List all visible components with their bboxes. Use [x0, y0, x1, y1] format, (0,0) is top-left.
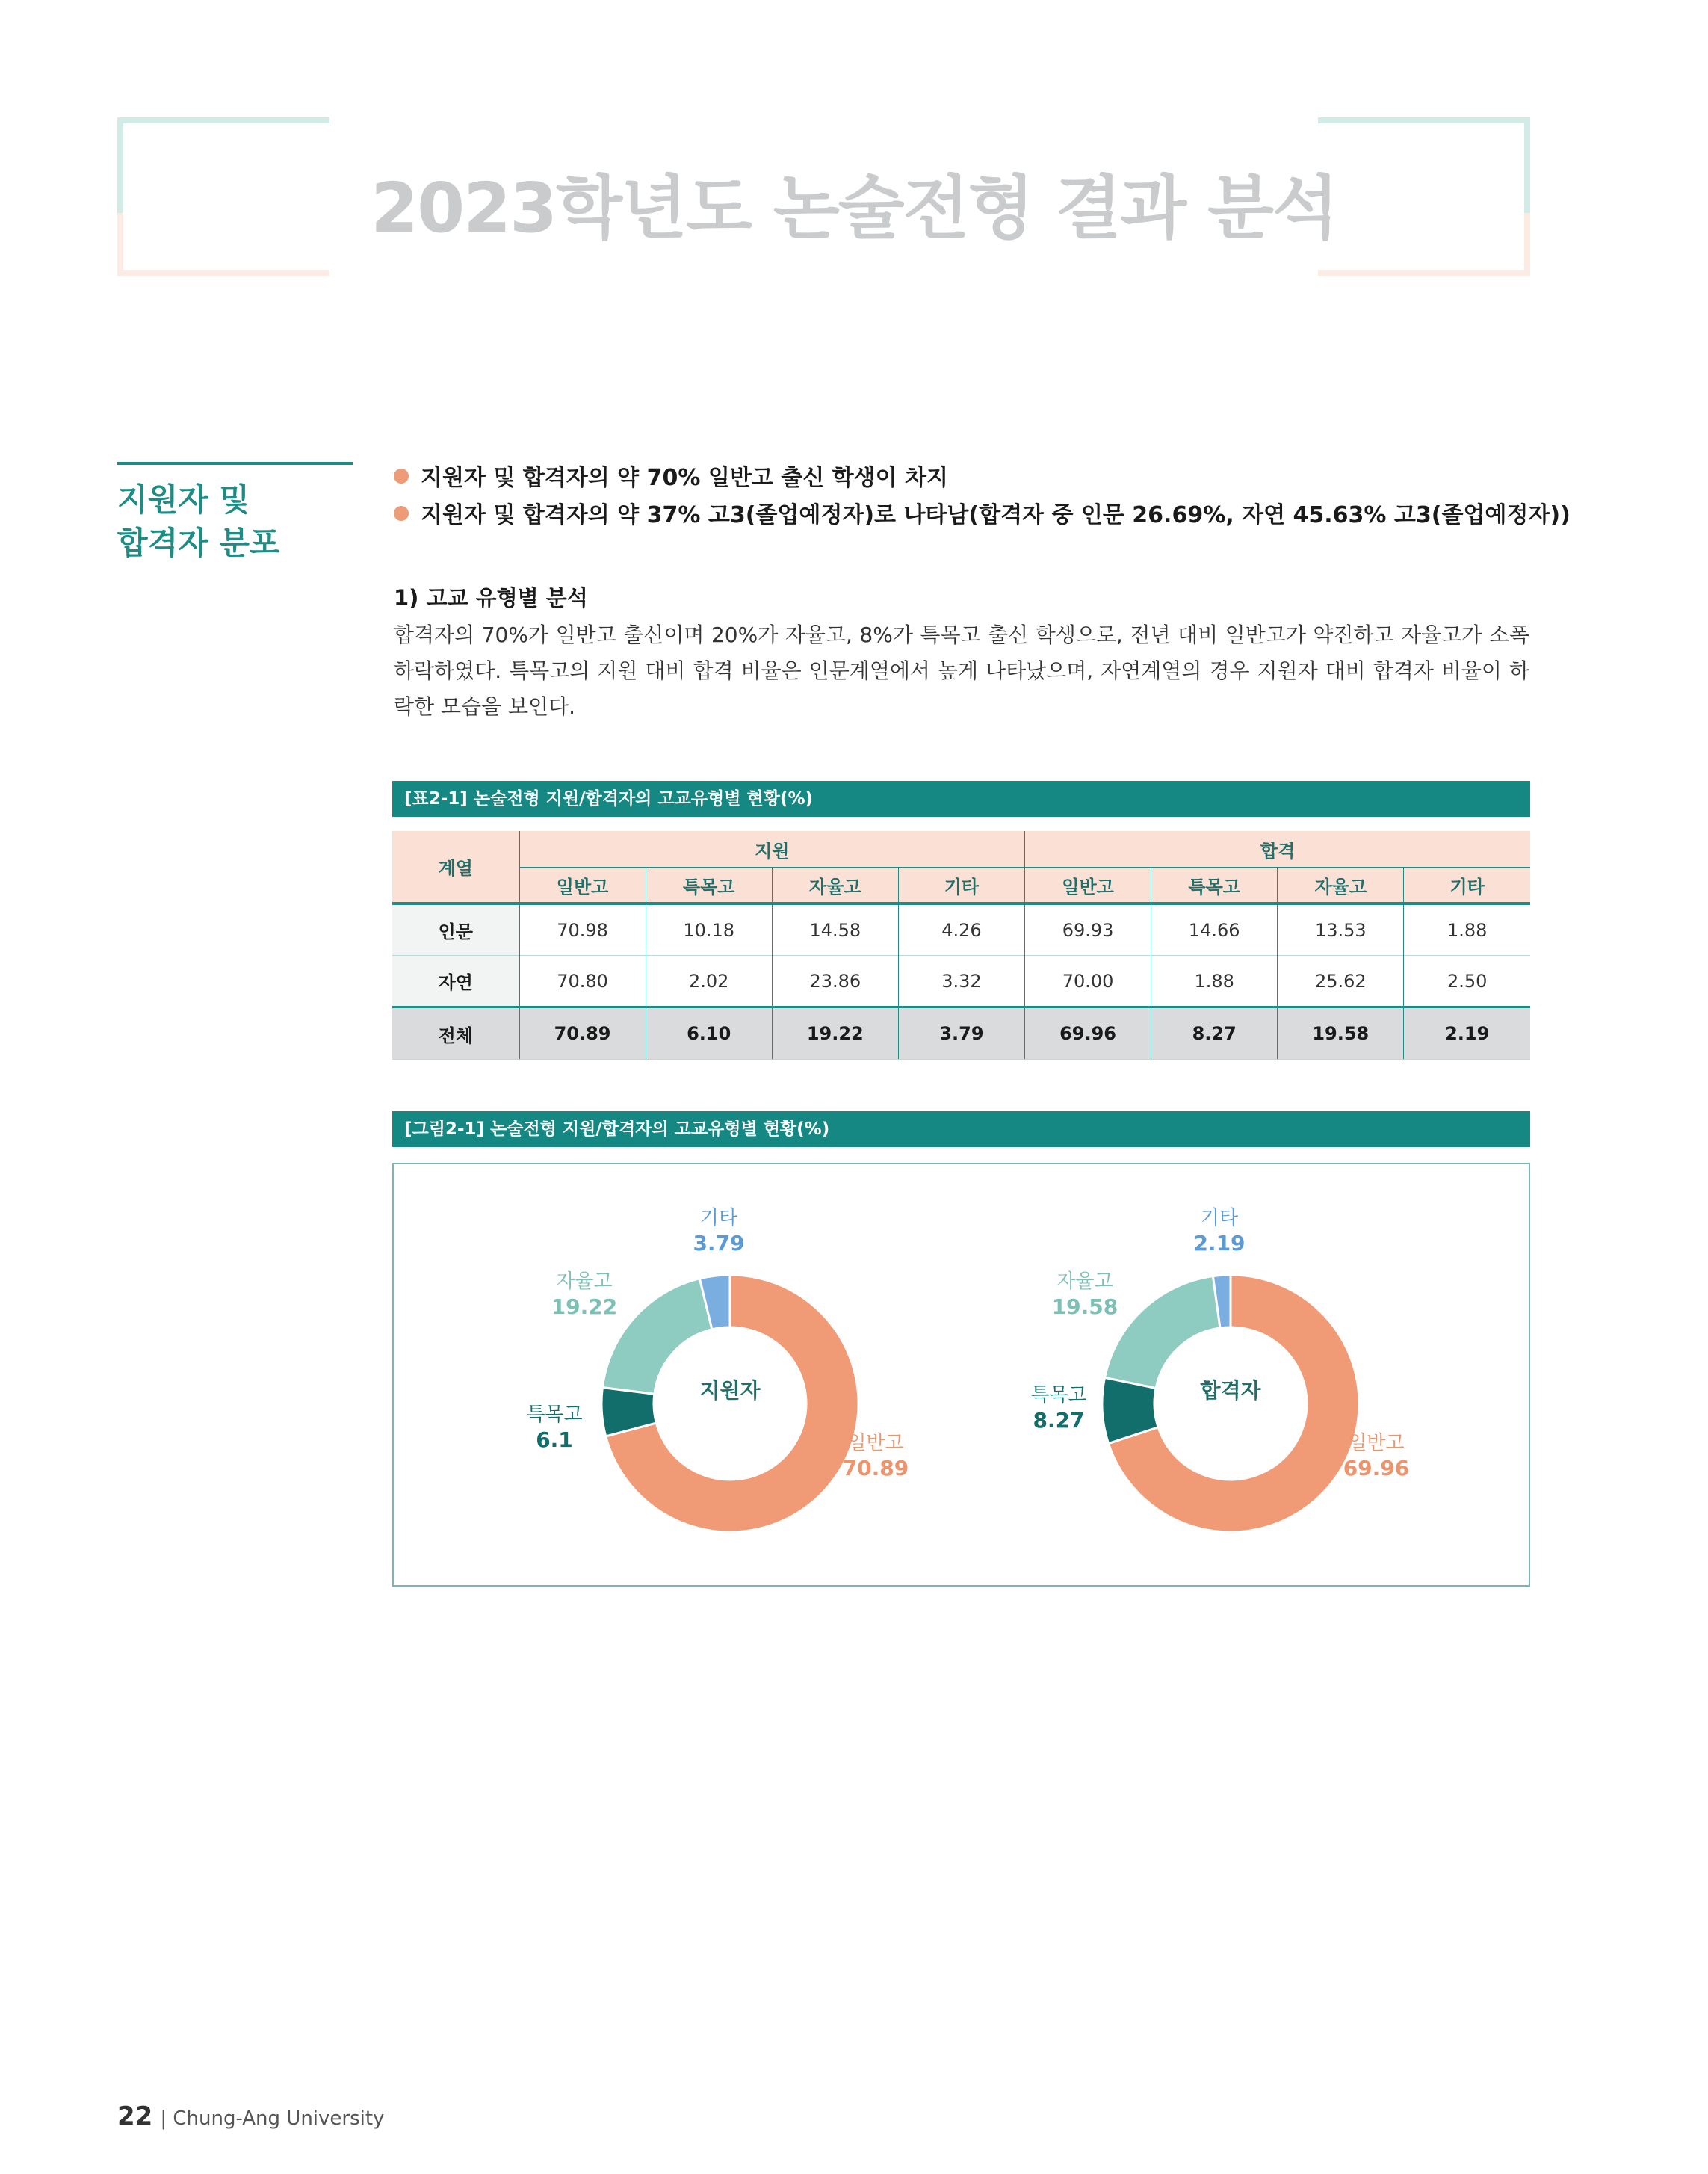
column-header: 자율고 [1278, 868, 1404, 904]
table-cell: 14.58 [772, 904, 898, 956]
table-cell: 70.80 [519, 956, 646, 1007]
page-title: 2023학년도 논술전형 결과 분석 [371, 168, 1337, 248]
table-cell: 25.62 [1278, 956, 1404, 1007]
bullet-dot-icon [394, 469, 409, 484]
donut-label-general: 일반고 70.89 [842, 1432, 909, 1480]
bullet-text: 지원자 및 합격자의 약 37% 고3(졸업예정자)로 나타남(합격자 중 인문 26.69%, 자연 45.63% 고3(졸업예정자)) [421, 502, 1571, 528]
column-header: 기타 [1404, 868, 1530, 904]
table-total-row [392, 1007, 1530, 1060]
table-cell: 69.96 [1025, 1007, 1151, 1060]
donut-center-label: 지원자 [699, 1378, 761, 1403]
table-row [392, 904, 1530, 956]
table-cell: 2.19 [1404, 1007, 1530, 1060]
row-header-cell: 계열 [392, 831, 519, 904]
data-table [392, 831, 1530, 1060]
bullet-item [394, 459, 948, 492]
page-number: 22 [117, 2102, 153, 2131]
table-cell: 69.93 [1025, 904, 1151, 956]
column-header: 자율고 [772, 868, 898, 904]
table-cell: 8.27 [1151, 1007, 1278, 1060]
row-label: 전체 [392, 1007, 519, 1060]
table-cell: 70.00 [1025, 956, 1151, 1007]
table-cell: 2.02 [646, 956, 772, 1007]
donut-center-label: 합격자 [1200, 1378, 1261, 1403]
page-footer [117, 2102, 384, 2131]
body-paragraph: 합격자의 70%가 일반고 출신이며 20%가 자율고, 8%가 특목고 출신 학생으로, 전년 대비 일반고가 약진하고 자율고가 소폭 하락하였다. 특목고의 지원 대비 합격 비율은 인문계열에서 높게 나타났으며, 자연계열의 경우 지원자 대비 합격자 비율이 하락한 모습을 보인다. [394, 623, 1529, 719]
donut-label-autonomous: 자율고 19.22 [551, 1270, 618, 1319]
table-caption: [표2-1] 논술전형 지원/합격자의 고교유형별 현황(%) [392, 781, 1530, 817]
column-header: 특목고 [1151, 868, 1278, 904]
donut-label-etc: 기타 2.19 [1193, 1207, 1246, 1256]
table-cell: 6.10 [646, 1007, 772, 1060]
figure-caption: [그림2-1] 논술전형 지원/합격자의 고교유형별 현황(%) [392, 1111, 1530, 1147]
donut-label-special: 특목고 8.27 [1030, 1384, 1087, 1433]
section-rule [117, 462, 353, 465]
group-header-applicants: 지원 [519, 831, 1025, 868]
table-cell: 1.88 [1404, 904, 1530, 956]
column-header: 특목고 [646, 868, 772, 904]
table-cell: 13.53 [1278, 904, 1404, 956]
table-row [392, 956, 1530, 1007]
group-header-admitted: 합격 [1025, 831, 1531, 868]
section-title [117, 478, 364, 565]
bullet-item [394, 496, 1571, 529]
table-cell: 19.22 [772, 1007, 898, 1060]
donut-label-general: 일반고 69.96 [1343, 1432, 1410, 1480]
donut-label-etc: 기타 3.79 [693, 1207, 745, 1256]
section-title-line1: 지원자 및 [117, 481, 250, 518]
donut-label-autonomous: 자율고 19.58 [1051, 1270, 1118, 1319]
footer-org: | Chung-Ang University [160, 2107, 385, 2130]
table-cell: 23.86 [772, 956, 898, 1007]
table-cell: 70.89 [519, 1007, 646, 1060]
row-label: 자연 [392, 956, 519, 1007]
subsection-title: 1) 고교 유형별 분석 [394, 585, 588, 611]
column-header: 기타 [898, 868, 1024, 904]
table-cell: 2.50 [1404, 956, 1530, 1007]
column-header: 일반고 [519, 868, 646, 904]
figure-box [392, 1163, 1530, 1587]
bullet-dot-icon [394, 506, 409, 521]
row-label: 인문 [392, 904, 519, 956]
bullet-text: 지원자 및 합격자의 약 70% 일반고 출신 학생이 차지 [421, 465, 948, 491]
table-cell: 10.18 [646, 904, 772, 956]
table-cell: 3.79 [898, 1007, 1024, 1060]
table-cell: 3.32 [898, 956, 1024, 1007]
table-cell: 14.66 [1151, 904, 1278, 956]
table-cell: 1.88 [1151, 956, 1278, 1007]
table-cell: 4.26 [898, 904, 1024, 956]
section-title-line2: 합격자 분포 [117, 525, 280, 561]
column-header: 일반고 [1025, 868, 1151, 904]
table-cell: 19.58 [1278, 1007, 1404, 1060]
table-cell: 70.98 [519, 904, 646, 956]
donut-label-special: 특목고 6.1 [526, 1403, 583, 1452]
